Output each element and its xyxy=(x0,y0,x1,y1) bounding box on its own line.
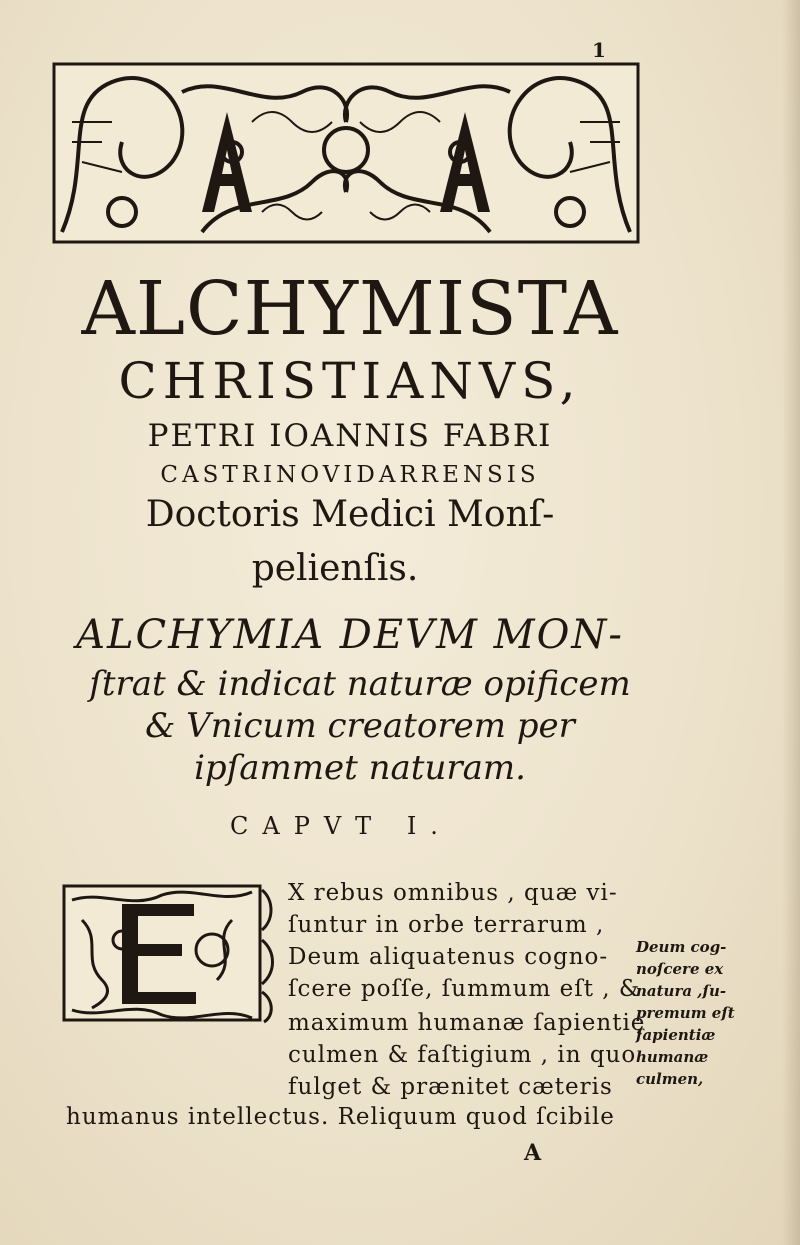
body-line-2: ſuntur in orbe terrarum , xyxy=(288,912,605,938)
margin-note-line: Deum cog- xyxy=(636,938,727,956)
title-line-2: CHRISTIANVS, xyxy=(118,352,582,410)
author-line: PETRI IOANNIS FABRI xyxy=(147,418,553,454)
degree-line: Doctoris Medici Monſ- xyxy=(145,494,555,535)
subtitle-line-2: ſtrat & indicat naturæ opificem xyxy=(89,664,631,704)
chapter-heading: CAPVT I. xyxy=(230,812,452,840)
body-line-1: X rebus omnibus , quæ vi- xyxy=(288,880,618,906)
margin-note xyxy=(636,936,768,1090)
margin-note-line: natura ,ſu- xyxy=(636,982,727,1000)
margin-note-line: premum eſt xyxy=(636,1004,735,1022)
page-edge-shadow xyxy=(782,0,800,1245)
body-line-6: culmen & faſtigium , in quo xyxy=(288,1042,637,1068)
body-line-3: Deum aliquatenus cogno- xyxy=(288,944,609,970)
margin-note-line: noſcere ex xyxy=(636,960,724,978)
ornamental-headpiece-icon xyxy=(52,62,640,244)
place-line: pelienſis. xyxy=(251,548,419,589)
signature-mark: A xyxy=(524,1140,542,1166)
body-line-5: maximum humanæ ſapientię xyxy=(288,1010,646,1036)
body-line-7: fulget & prænitet cæteris xyxy=(288,1074,613,1100)
margin-note-line: culmen, xyxy=(636,1070,704,1088)
page-number: 1 xyxy=(592,38,606,62)
body-line-4: ſcere poſſe, ſummum eſt , & xyxy=(288,976,641,1002)
title-line-1: ALCHYMISTA xyxy=(81,266,619,352)
margin-note-line: ſapientiæ xyxy=(636,1026,716,1044)
margin-note-line: humanæ xyxy=(636,1048,709,1066)
origin-line: CASTRINOVIDARRENSIS xyxy=(160,462,540,488)
subtitle-line-1: ALCHYMIA DEVM MON- xyxy=(76,612,624,658)
body-line-8: humanus intellectus. Reliquum quod ſcibile xyxy=(66,1104,615,1130)
subtitle-line-4: ipſammet naturam. xyxy=(194,748,526,788)
decorated-initial-icon xyxy=(62,880,278,1026)
subtitle-line-3: & Vnicum creatorem per xyxy=(145,706,575,746)
